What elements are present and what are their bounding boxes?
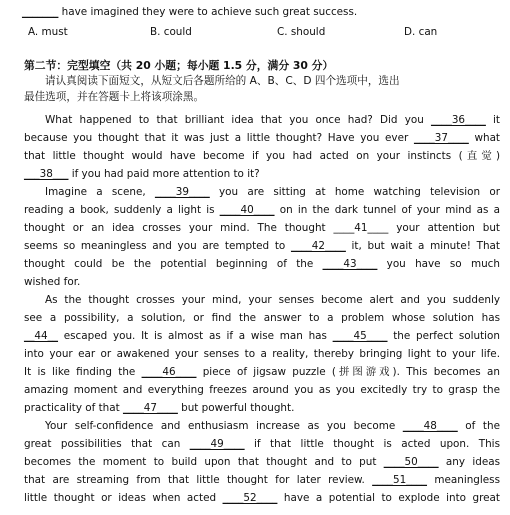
passage-text: have a potential to explode into great [277,492,500,504]
passage-line [24,222,500,235]
passage-line [24,168,494,181]
passage-line [24,330,500,343]
passage-line [24,312,500,325]
cloze-blank: ____50____ [383,456,439,468]
passage-text: into your ear or awakened your senses to a reality, thereby bringing light to your life. [24,348,500,360]
passage-text: What happened to that brilliant idea that you once had? Did you [45,114,432,126]
passage-text: practicality of that [24,402,124,414]
passage-line [24,240,500,253]
cloze-blank: ____47____ [123,402,178,414]
passage-text: escaped you. It is almost as if a wise man has [58,330,333,342]
cloze-blank: ____36____ [431,114,486,126]
passage-text: piece of jigsaw puzzle (拼图游戏). This becomes an [196,366,500,378]
cloze-blank: ____48____ [402,420,458,432]
passage-text: you have so much [377,258,500,270]
cloze-blank: __44__ [24,330,59,342]
passage-line [45,186,500,199]
passage-text: your attention but [388,222,500,234]
passage-line [45,420,500,433]
passage-text: that are streaming from that little thought for later review. [24,474,373,486]
option-b: B. could [150,26,192,38]
passage-text: thought or an idea crosses your mind. The thought [24,222,334,234]
passage-line [24,366,500,379]
passage-text: the perfect solution [387,330,500,342]
passage-text: seems so meaningless and you are tempted to [24,240,291,252]
passage-line [45,294,500,307]
passage-text: little thought or ideas when acted [24,492,223,504]
cloze-blank: ____52____ [222,492,278,504]
passage-text: Imagine a scene, [45,186,155,198]
question-35-text: have imagined they were to achieve such great success. [58,6,358,18]
passage-line [24,384,500,397]
cloze-blank: ____51____ [372,474,427,486]
passage-line [24,492,500,505]
cloze-blank: ____40____ [219,204,275,216]
cloze-blank: ____39____ [154,186,210,198]
passage-line [24,474,500,487]
passage-line [24,348,500,361]
passage-line [45,114,500,127]
passage-text: It is like finding the [24,366,142,378]
passage-text: you are sitting at home watching television or [209,186,500,198]
passage-text: that little thought would have become if you had acted on your instincts (直觉) [24,150,500,162]
question-35-stem [22,6,492,19]
passage-line [24,258,500,271]
passage-text: thought could be the potential beginning of the [24,258,323,270]
passage-line [24,402,494,415]
passage-text: Your self-confidence and enthusiasm increase as you become [45,420,403,432]
passage-text: but powerful thought. [177,402,295,414]
passage-text: becomes the moment to build upon that thought and to put [24,456,384,468]
cloze-blank: ____37____ [413,132,469,144]
question-35-options [28,26,498,39]
section-instruction-line-1: 请认真阅读下面短文，从短文后各题所给的 A、B、C、D 四个选项中，选出 [45,75,400,87]
passage-text: see a possibility, a solution, or find the answer to a problem whose solution has [24,312,500,324]
passage-text: of the [457,420,500,432]
cloze-blank: ____46____ [141,366,197,378]
option-a: A. must [28,26,68,38]
passage-line [24,438,500,451]
option-c: C. should [277,26,326,38]
passage-text: amazing moment and everything freezes around you as you excitedly try to grasp the [24,384,500,396]
cloze-blank: ____49____ [189,438,245,450]
passage-text: if you had paid more attention to it? [68,168,260,180]
passage-text: meaningless [427,474,500,486]
passage-text: on in the dark tunnel of your mind as a [274,204,500,216]
passage-line [24,456,500,469]
option-d: D. can [404,26,438,38]
passage-text: any ideas [438,456,500,468]
passage-text: great possibilities that can [24,438,190,450]
passage-text: it [485,114,500,126]
passage-line [24,204,500,217]
cloze-blank: ____45____ [332,330,388,342]
cloze-blank: ____42____ [291,240,346,252]
passage-line [24,276,494,289]
passage-text: As the thought crosses your mind, your senses become alert and you suddenly [45,294,500,306]
cloze-blank: ___38___ [24,168,69,180]
cloze-blank: ____43____ [322,258,378,270]
passage-line [24,150,500,163]
section-instruction-line-2: 最佳选项，并在答题卡上将该项涂黑。 [24,91,205,103]
question-35-blank: _______ [22,6,59,18]
passage-text: it, but wait a minute! That [345,240,500,252]
section-heading: 第二节：完型填空（共 20 小题；每小题 1.5 分，满分 30 分） [24,59,334,72]
passage-text: wished for. [24,276,81,288]
passage-text: what [468,132,501,144]
passage-text: if that little thought is acted upon. This [244,438,500,450]
passage-line [24,132,500,145]
passage-text: ____41____ [333,222,389,234]
passage-text: reading a book, suddenly a light is [24,204,220,216]
passage-text: because you thought that it was just a little thought? Have you ever [24,132,414,144]
